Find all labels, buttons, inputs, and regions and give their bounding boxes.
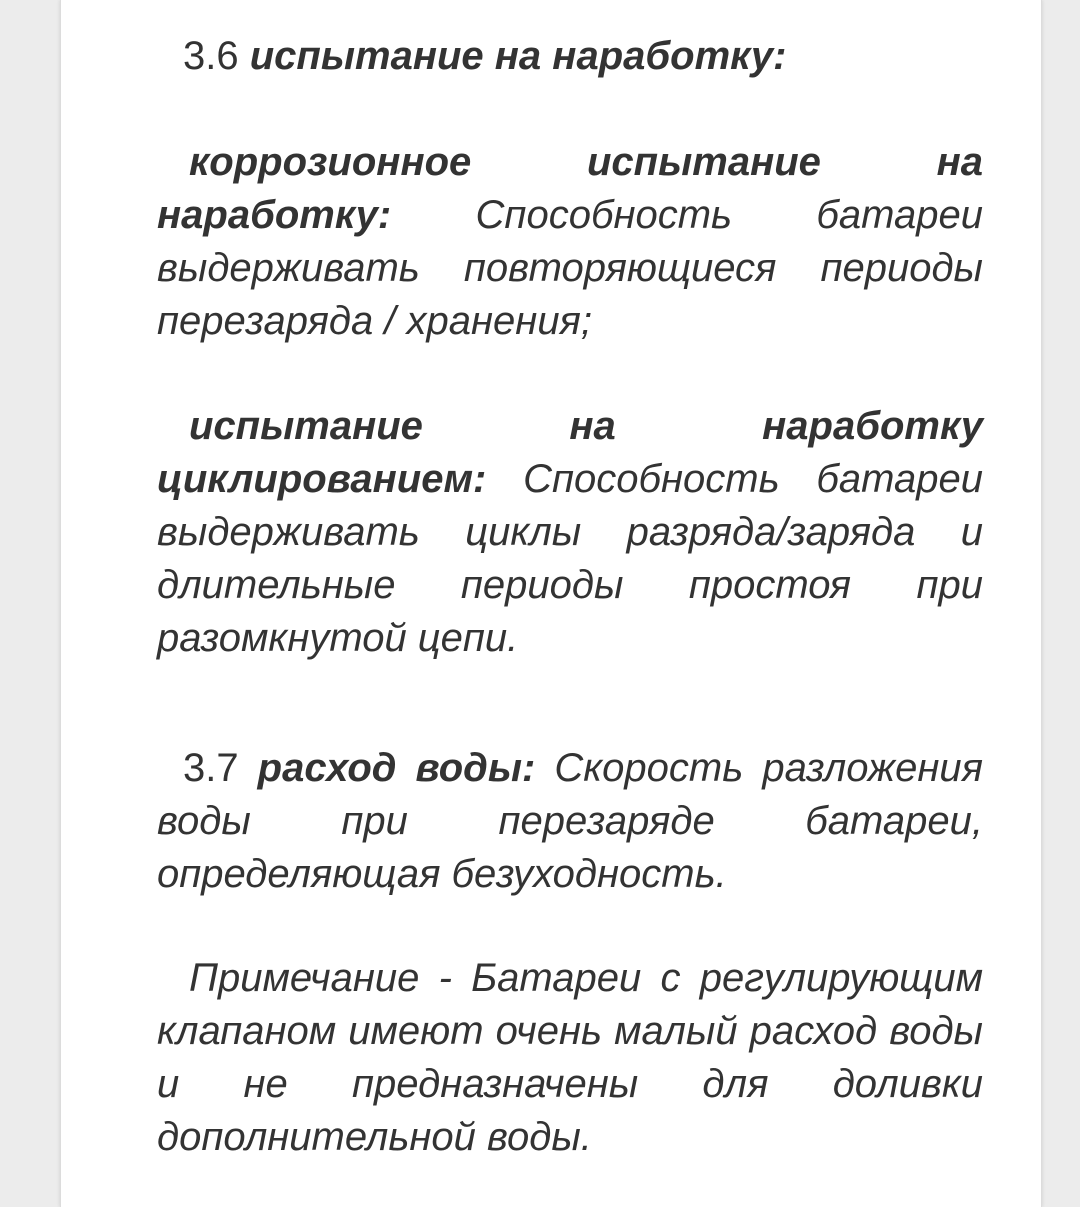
note: Примечание - Батареи с регулирующим клапаном имеют очень малый расход воды и не предназначены для доливки дополнительной воды. (157, 956, 983, 1159)
section-number: 3.6 (183, 34, 239, 78)
definition: Способность батареи выдерживать повторяющиеся периоды перезаряда / хранения; (157, 193, 983, 343)
section-3-6-heading (157, 30, 983, 83)
corrosion-test-definition (157, 136, 983, 348)
definition: Способность батареи выдерживать циклы разряда/заряда и длительные периоды простоя при разомкнутой цепи. (157, 457, 983, 660)
term: испытание на наработку: (249, 34, 787, 78)
term: расход воды: (257, 746, 536, 790)
cycling-test-definition (157, 400, 983, 665)
section-number: 3.7 (183, 746, 239, 790)
section-3-7-definition (157, 742, 983, 901)
term: коррозионное испытание на наработку: (157, 140, 983, 237)
definition: Скорость разложения воды при перезаряде батареи, определяющая безуходность. (157, 746, 983, 896)
term: испытание на наработку циклированием: (157, 404, 983, 501)
document-page (60, 0, 1042, 1207)
